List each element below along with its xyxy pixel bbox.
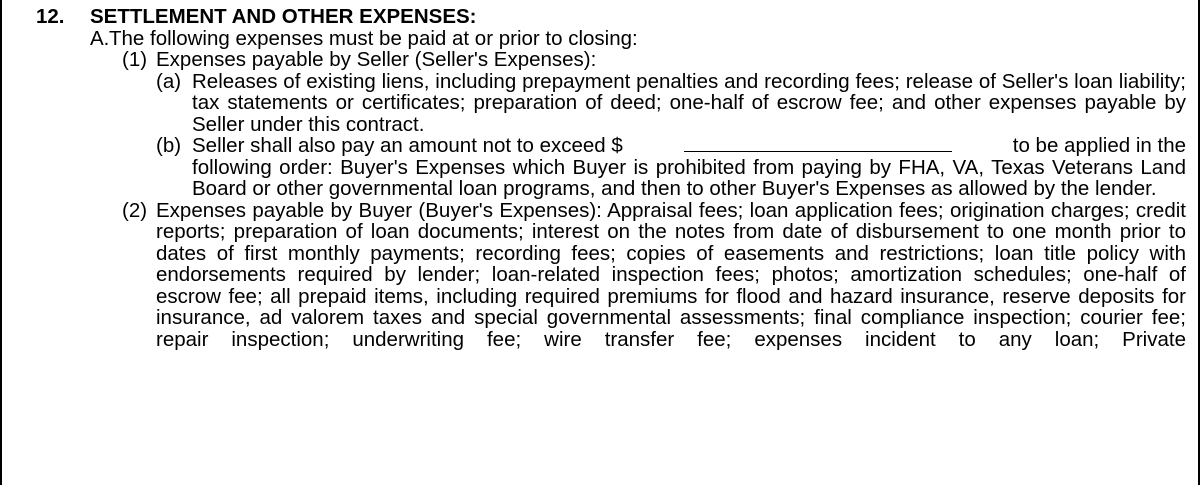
item-1 <box>122 49 1186 71</box>
item-1b-text-before: Seller shall also pay an amount not to exceed $ <box>192 134 623 157</box>
item-1b-body <box>192 135 1186 200</box>
item-2 <box>122 200 1186 351</box>
paragraph-a-text: The following expenses must be paid at or prior to closing: <box>109 26 638 50</box>
section-number: 12. <box>36 5 65 28</box>
amount-blank-field[interactable] <box>684 135 952 152</box>
item-2-label: (2) <box>122 198 148 222</box>
section-title: SETTLEMENT AND OTHER EXPENSES: <box>90 5 477 28</box>
section-heading <box>36 6 1186 28</box>
paragraph-a-label: A. <box>90 26 110 50</box>
item-1-text: Expenses payable by Seller (Seller's Expenses): <box>156 48 597 71</box>
item-1a-label: (a) <box>156 69 182 93</box>
item-1b-first-line <box>192 135 1186 157</box>
paragraph-a <box>90 28 1186 50</box>
contract-document <box>36 6 1186 350</box>
item-1-label: (1) <box>122 48 148 71</box>
item-2-text: Expenses payable by Buyer (Buyer's Expenses): Appraisal fees; loan application fees; origination charges; credit reports; preparation of loan documents; interest on the notes from date of disbursement to one month prior to dates of first monthly payments; recording fees; copies of easements and restrictions; loan title policy with endorsements required by lender; loan-related inspection fees; photos; amortization schedules; one-half of escrow fee; all prepaid items, including required premiums for flood and hazard insurance, reserve deposits for insurance, ad valorem taxes and special governmental assessments; final compliance inspection; courier fee; repair inspection; underwriting fee; wire transfer fee; expenses incident to any loan; Private <box>156 198 1186 351</box>
item-1a-text: Releases of existing liens, including prepayment penalties and recording fees; release of Seller's loan liability; tax statements or certificates; preparation of deed; one-half of escrow fee; and other expenses payable by Seller under this contract. <box>192 69 1186 136</box>
item-1b <box>156 135 1186 200</box>
item-1a <box>156 71 1186 136</box>
item-1b-text-rest: following order: Buyer's Expenses which Buyer is prohibited from paying by FHA, VA, Texas Veterans Land Board or other governmental loan programs, and then to other Buyer's Expenses as allowed by the lender. <box>192 155 1186 200</box>
item-1b-text-after: to be applied in the <box>1012 134 1186 157</box>
item-1b-label: (b) <box>156 134 182 157</box>
